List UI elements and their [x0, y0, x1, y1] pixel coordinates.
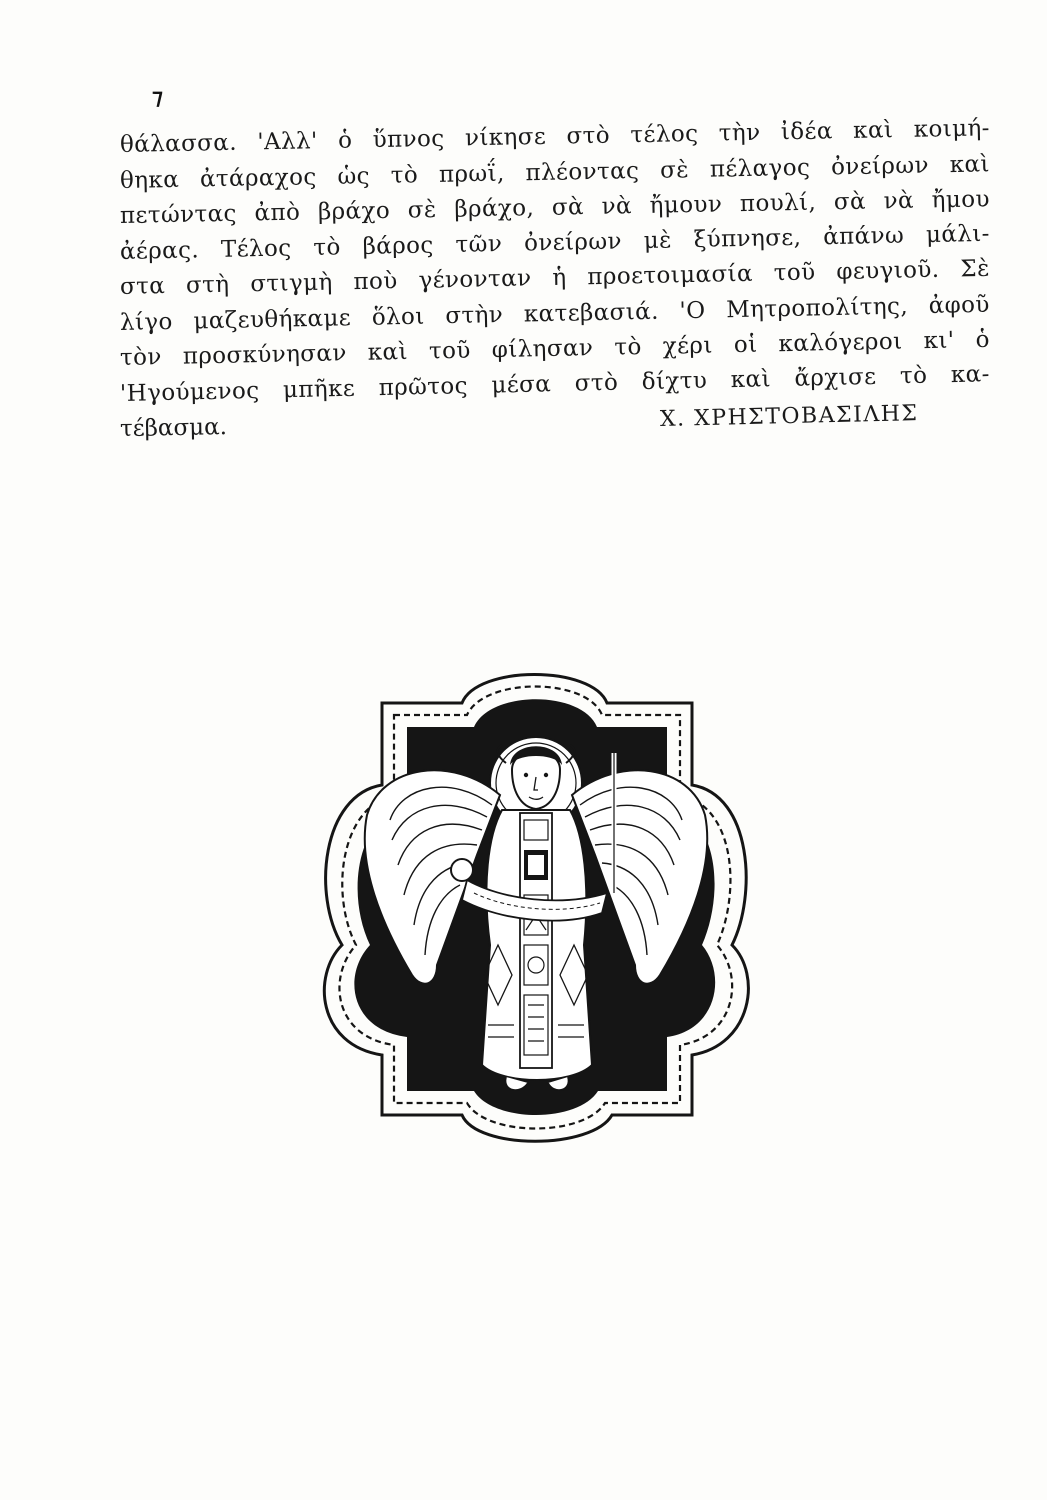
text-line-7: τὸν προσκύνησαν καὶ τοῦ φίλησαν τὸ χέρι οἱ καλόγεροι κι' ὁ — [119, 326, 991, 371]
text-line-2: θηκα ἀτάραχος ὡς τὸ πρωΐ, πλέοντας σὲ πέλαγος ὀνείρων καὶ — [119, 150, 991, 194]
angel-icon — [262, 645, 810, 1155]
page-mark: ⁊ — [152, 84, 163, 110]
angel-illustration — [262, 645, 810, 1155]
text-line-5: στα στὴ στιγμὴ ποὺ γένονταν ἡ προετοιμασία τοῦ φευγιοῦ. Σὲ — [119, 255, 991, 300]
text-line-3: πετώντας ἀπὸ βράχο σὲ βράχο, σὰ νὰ ἤμουν πουλί, σὰ νὰ ἤμου — [119, 186, 991, 229]
text-line-6: λίγο μαζευθήκαμε ὅλοι στὴν κατεβασιά. 'Ο Μητροπολίτης, ἀφοῦ — [119, 291, 991, 336]
body-text — [119, 115, 991, 448]
text-line-4: ἀέρας. Τέλος τὸ βάρος τῶν ὀνείρων μὲ ξύπνησε, ἀπάνω μάλι- — [119, 220, 991, 265]
closing-row — [119, 401, 990, 448]
text-line-1: θάλασσα. 'Αλλ' ὁ ὕπνος νίκησε στὸ τέλος τὴν ἰδέα καὶ κοιμή- — [119, 115, 991, 158]
text-line-8: 'Ηγούμενος μπῆκε πρῶτος μέσα στὸ δίχτυ καὶ ἄρχισε τὸ κα- — [119, 360, 991, 407]
text-line-9: τέβασμα. — [119, 414, 228, 442]
orb — [451, 859, 473, 881]
author-signature: Χ. ΧΡΗΣΤΟΒΑΣΙΛΗΣ — [659, 401, 919, 432]
